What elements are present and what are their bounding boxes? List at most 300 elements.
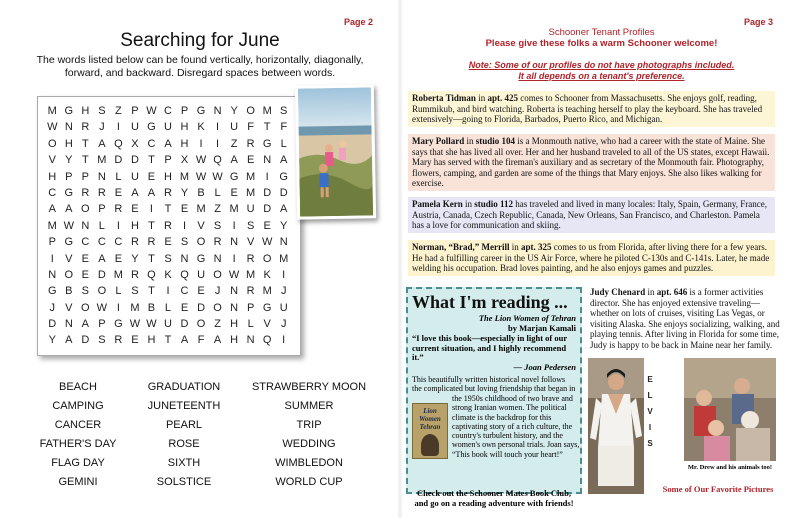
grid-letter: N (180, 252, 189, 265)
grid-letter: G (114, 318, 123, 331)
grid-row (44, 316, 292, 332)
elvis-letter: S (647, 439, 653, 448)
grid-letter: H (147, 334, 156, 347)
grid-letter: D (180, 318, 189, 331)
profile-pamela: Pamela Kern in studio 112 has traveled and lived in many locales: Italy, Spain, Germany, France, Austria, Canada, Czech Republic, Canada, New Orleans, San Francisco, and Charleston. Pamela has a love for communication and skiing. (408, 197, 775, 233)
reading-title: What I'm reading ... (412, 292, 568, 312)
grid-letter: O (213, 268, 222, 281)
grid-letter: L (280, 137, 287, 150)
grid-letter: A (164, 137, 172, 150)
grid-letter: H (64, 137, 73, 150)
grid-letter: D (48, 318, 57, 331)
grid-letter: U (130, 121, 139, 134)
grid-letter: A (131, 186, 139, 199)
grid-letter: M (246, 170, 256, 183)
grid-letter: Z (214, 318, 221, 331)
elvis-letter: E (647, 375, 653, 384)
grid-letter: J (280, 285, 287, 298)
grid-letter: N (230, 285, 239, 298)
grid-letter: E (114, 186, 123, 199)
grid-letter: H (230, 318, 239, 331)
grid-letter: I (182, 219, 187, 232)
word-item: PEARL (165, 419, 203, 431)
word-search-title: Searching for June (120, 30, 280, 51)
grid-letter: R (81, 186, 90, 199)
grid-letter: L (164, 301, 172, 314)
grid-letter: A (280, 154, 288, 167)
grid-letter: W (228, 268, 240, 281)
grid-row (44, 152, 292, 168)
grid-letter: G (229, 170, 239, 183)
grid-letter: A (213, 334, 222, 347)
grid-letter: F (247, 121, 254, 134)
grid-letter: J (49, 301, 56, 314)
grid-letter: I (282, 334, 286, 347)
grid-letter: D (263, 186, 272, 199)
grid-letter: M (113, 268, 123, 281)
grid-letter: L (115, 285, 122, 298)
grid-letter: E (131, 334, 139, 347)
grid-letter: J (99, 121, 105, 134)
grid-letter: B (65, 285, 73, 298)
grid-letter: L (98, 219, 105, 232)
grid-letter: M (47, 105, 57, 117)
grid-letter: M (262, 285, 272, 298)
grid-letter: U (164, 121, 172, 134)
grid-letter: C (97, 236, 106, 249)
grid-letter: R (147, 236, 156, 249)
elvis-impersonator-photo (588, 358, 644, 494)
grid-letter: A (280, 203, 288, 216)
grid-letter: O (81, 203, 90, 216)
profile-roberta: Roberta Tidman in apt. 425 comes to Schooner from Massachusetts. She enjoys golf, reading, Rummikub, and bird watching. Roberta is teaching herself to play the keyboard. She has traveled extensively—going to Florida, Barbados, Puerto Rico, and Michigan. (408, 91, 775, 127)
profile-location: apt. 425 (487, 93, 518, 103)
grid-letter: P (48, 236, 56, 249)
word-column-3 (240, 378, 378, 492)
grid-row (44, 185, 292, 201)
book-club-callout: Check out the Schooner Mates Book Club, and go on a reading adventure with friends! (414, 488, 574, 508)
grid-letter: P (65, 170, 73, 183)
grid-letter: W (212, 170, 223, 183)
grid-letter: E (230, 186, 238, 199)
grid-letter: W (195, 154, 207, 167)
grid-row (44, 136, 292, 152)
grid-letter: O (81, 301, 90, 314)
grid-row (44, 332, 292, 348)
grid-letter: W (129, 318, 141, 331)
grid-letter: R (164, 219, 172, 232)
profiles-note-line1: Note: Some of our profiles do not have photographs included. (468, 60, 735, 70)
grid-letter: C (147, 137, 156, 150)
word-item: SOLSTICE (156, 476, 212, 488)
grid-letter: U (230, 121, 239, 134)
grid-letter: N (213, 105, 222, 117)
grid-row (44, 218, 292, 234)
grid-letter: T (148, 219, 155, 232)
grid-row (44, 300, 292, 316)
profile-text: has traveled and lived in many locales: Italy, Spain, Germany, France, Austria, Canada, Czech Republic, Canada, New Orleans, San Francisco, and Charleston. Pamela has a love for communication and skiing. (412, 199, 768, 231)
elvis-vertical-label (645, 372, 655, 452)
grid-letter: I (282, 268, 286, 281)
word-item: TRIP (296, 419, 322, 431)
reading-book-title: The Lion Women of Tehran (478, 313, 576, 323)
elvis-letter: L (647, 391, 653, 400)
grid-letter: D (279, 186, 288, 199)
word-item: GEMINI (58, 476, 98, 488)
grid-letter: L (115, 170, 122, 183)
grid-letter: M (179, 170, 190, 183)
grid-letter: H (164, 170, 172, 183)
grid-letter: A (81, 318, 89, 331)
grid-letter: G (64, 105, 74, 117)
grid-letter: O (64, 268, 74, 281)
grid-letter: N (213, 252, 222, 265)
grid-letter: S (81, 285, 89, 298)
grid-letter: J (214, 285, 221, 298)
grid-letter: W (146, 105, 157, 117)
grid-letter: O (213, 301, 222, 314)
page-number-left: Page 2 (344, 17, 374, 27)
word-item: WIMBLEDON (275, 457, 343, 469)
grid-letter: F (197, 334, 205, 347)
grid-letter: S (180, 236, 189, 249)
grid-letter: N (230, 236, 239, 249)
elvis-letter: I (648, 423, 652, 432)
grid-letter: Y (280, 219, 288, 232)
word-item: CAMPING (52, 400, 104, 412)
grid-letter: W (47, 121, 58, 134)
grid-letter: S (164, 252, 172, 265)
grid-letter: P (180, 105, 189, 117)
grid-letter: X (180, 154, 189, 167)
grid-letter: Q (114, 137, 123, 150)
word-search-grid (37, 96, 301, 356)
word-list (28, 378, 378, 492)
grid-letter: S (280, 105, 288, 117)
grid-letter: P (131, 105, 139, 117)
grid-letter: N (263, 154, 272, 167)
grid-letter: H (180, 137, 189, 150)
grid-letter: D (263, 203, 272, 216)
grid-letter: A (98, 252, 106, 265)
grid-letter: M (246, 186, 256, 199)
grid-letter: I (149, 203, 153, 216)
grid-letter: Q (147, 268, 156, 281)
grid-letter: E (180, 203, 189, 216)
grid-letter: V (65, 252, 73, 265)
reading-body (412, 375, 580, 487)
drew-photo-caption: Mr. Drew and his animals too! (687, 464, 773, 471)
mr-drew-photo (684, 358, 776, 461)
what-im-reading-box (406, 287, 582, 508)
grid-letter: E (147, 170, 156, 183)
grid-letter: A (65, 334, 73, 347)
beach-photo-illustration (298, 87, 373, 216)
grid-letter: E (180, 301, 189, 314)
grid-letter: H (180, 121, 189, 134)
profiles-subheading: Please give these folks a warm Schooner welcome! (485, 38, 718, 49)
grid-letter: T (263, 121, 271, 134)
grid-letter: Y (131, 252, 139, 265)
grid-letter: G (64, 186, 74, 199)
grid-letter: I (116, 219, 120, 232)
grid-letter: S (98, 105, 106, 117)
grid-letter: M (229, 203, 239, 216)
grid-letter: I (216, 121, 220, 134)
grid-letter: N (279, 236, 288, 249)
grid-letter: I (265, 170, 269, 183)
grid-letter: U (130, 170, 139, 183)
profiles-note-line2: It all depends on a tenant's preference. (518, 71, 685, 81)
word-item: FATHER'S DAY (39, 438, 117, 450)
grid-letter: I (116, 301, 120, 314)
profile-name: Norman, “Brad,” Merrill (412, 242, 510, 252)
grid-letter: G (262, 301, 272, 314)
word-column-1 (28, 378, 128, 492)
word-item: ROSE (168, 438, 200, 450)
profile-text: comes to Schooner from Massachusetts. She enjoys golf, reading, Rummikub, and bird watching. Roberta is teaching herself to play the keyboard. She has traveled extensively—going to Florida, Barbados, Puerto Rico, and Michigan. (412, 93, 763, 125)
grid-letter: A (147, 186, 156, 199)
grid-letter: Y (230, 105, 238, 117)
word-item: JUNETEENTH (147, 400, 221, 412)
grid-letter: P (246, 301, 255, 314)
grid-letter: C (114, 236, 123, 249)
grid-letter: A (230, 154, 238, 167)
grid-letter: U (246, 203, 255, 216)
grid-letter: I (116, 121, 120, 134)
grid-letter: X (131, 137, 139, 150)
grid-letter: S (98, 334, 106, 347)
grid-letter: M (196, 203, 206, 216)
grid-letter: E (131, 203, 139, 216)
grid-letter: V (263, 318, 271, 331)
grid-letter: N (81, 219, 90, 232)
word-item: CANCER (54, 419, 102, 431)
grid-letter: P (98, 318, 106, 331)
grid-letter: D (97, 268, 106, 281)
word-search-instructions: The words listed below can be found vertically, horizontally, diagonally, forward, and backward. Disregard spaces between words. (36, 54, 364, 79)
grid-letter: G (147, 121, 156, 134)
grid-letter: R (246, 285, 255, 298)
grid-letter: S (131, 285, 139, 298)
word-item: FLAG DAY (51, 457, 105, 469)
grid-letter: R (246, 252, 255, 265)
grid-letter: U (164, 318, 172, 331)
grid-letter: W (96, 301, 108, 314)
grid-letter: N (48, 268, 57, 281)
grid-letter: A (65, 203, 73, 216)
grid-letter: H (48, 170, 57, 183)
profile-location: studio 112 (474, 199, 514, 209)
grid-letter: N (246, 334, 255, 347)
grid-letter: O (262, 252, 272, 265)
profile-text: is a former activities director. She has enjoyed extensive traveling—whether on lots of cruises, visiting Las Vegas, or visiting Alaska. She enjoys socializing, walking, and playing tennis. After living in Florida for some time, Judy is happy to be back in Maine near her family. (590, 287, 780, 350)
grid-letter: I (232, 252, 236, 265)
grid-letter: V (246, 236, 255, 249)
profile-mary: Mary Pollard in studio 104 is a Monmouth native, who had a career with the state of Maine. She says that she has lived all over. Her and her husband traveled to all of the US states, except Hawaii. Mary has served with the fireman's auxiliary and as secretary of the Monmouth fair. Photography, flowers, camping, and garden are some of the things that Mary enjoys. She also likes walking for exercise. (408, 134, 775, 191)
elvis-letter: V (647, 407, 653, 416)
grid-letter: C (81, 236, 90, 249)
profile-name: Roberta Tidman (412, 93, 476, 103)
grid-letter: R (246, 137, 255, 150)
reading-attribution: — Joan Pedersen (513, 361, 576, 372)
grid-letter: T (81, 137, 89, 150)
grid-letter: O (47, 137, 57, 150)
word-item: GRADUATION (147, 381, 221, 393)
grid-letter: R (97, 186, 106, 199)
grid-letter: A (48, 203, 56, 216)
profile-name: Mary Pollard (412, 136, 465, 146)
grid-letter: G (47, 285, 57, 298)
grid-letter: M (262, 105, 272, 117)
grid-letter: R (130, 268, 139, 281)
grid-letter: M (279, 252, 289, 265)
beach-children-photo (295, 84, 376, 219)
grid-letter: T (164, 203, 172, 216)
grid-letter: T (148, 154, 155, 167)
grid-letter: S (246, 219, 255, 232)
grid-letter: Q (180, 268, 189, 281)
grid-letter: G (262, 137, 272, 150)
grid-letter: H (81, 105, 90, 117)
page-number-right: Page 3 (744, 17, 774, 27)
profile-norman: Norman, “Brad,” Merrill in apt. 325 comes to us from Florida, after living there for a few years. He had a fulfilling career in the US Air Force, where he piloted C-130s and C-141s. Later, he made welding his occupation. Brad loves painting, and he also enjoys games and puzzles. (408, 240, 775, 276)
grid-letter: G (196, 105, 206, 117)
grid-letter: W (63, 219, 74, 232)
grid-letter: U (279, 301, 288, 314)
grid-letter: E (114, 252, 123, 265)
grid-letter: N (64, 318, 73, 331)
grid-letter: E (246, 154, 255, 167)
grid-letter: B (197, 186, 205, 199)
grid-letter: F (280, 121, 288, 134)
profile-location: apt. 325 (521, 242, 552, 252)
grid-letter: I (50, 252, 54, 265)
grid-letter: E (164, 236, 172, 249)
grid-row (44, 251, 292, 267)
grid-letter: M (47, 219, 57, 232)
grid-row (44, 169, 292, 185)
grid-letter: O (97, 285, 107, 298)
grid-letter: P (98, 203, 106, 216)
grid-letter: Z (115, 105, 122, 117)
grid-letter: T (164, 334, 172, 347)
reading-paragraph-body: the 1950s childhood of two brave and strong Iranian women. The political climate is the backdrop for this captivating story of a rich culture, the country's turbulent history, and the women's own personal trials. Joan says, “This book will touch your heart!” (452, 394, 580, 459)
profile-text: comes to us from Florida, after living there for a few years. He had a fulfilling career in the US Air Force, where he piloted C-130s and C-141s. Later, he made welding his occupation. Brad loves painting, and he also enjoys games and puzzles. (412, 242, 770, 274)
grid-letter: Y (48, 334, 56, 347)
grid-letter: T (81, 154, 89, 167)
grid-letter: N (230, 301, 239, 314)
word-item: STRAWBERRY MOON (251, 381, 367, 393)
grid-letter: G (196, 252, 206, 265)
grid-letter: Z (230, 137, 238, 150)
grid-letter: R (130, 236, 139, 249)
grid-letter: E (263, 219, 271, 232)
grid-letter: Y (65, 154, 73, 167)
grid-letter: V (197, 219, 205, 232)
grid-letter: H (230, 334, 239, 347)
grid-row (44, 201, 292, 217)
grid-letter: D (81, 334, 90, 347)
profile-name: Pamela Kern (412, 199, 463, 209)
grid-letter: Q (213, 154, 222, 167)
grid-letter: O (196, 236, 206, 249)
grid-row (44, 267, 292, 283)
grid-letter: A (98, 137, 106, 150)
book-cover-image (412, 403, 448, 459)
grid-letter: D (197, 301, 206, 314)
grid-letter: T (148, 252, 155, 265)
profile-judy: Judy Chenard in apt. 646 is a former activities director. She has enjoyed extensive traveling—whether on lots of cruises, visiting Las Vegas, or visiting Alaska. She enjoys socializing, walking, and playing tennis. After living in Florida for some time, Judy is happy to be back in Maine near her family. (590, 287, 780, 350)
grid-letter: M (130, 301, 140, 314)
grid-letter: S (213, 219, 222, 232)
grid-letter: E (197, 285, 205, 298)
word-item: WORLD CUP (275, 476, 343, 488)
grid-letter: A (180, 334, 189, 347)
grid-letter: C (164, 105, 172, 117)
grid-letter: T (148, 285, 155, 298)
grid-letter: N (64, 121, 73, 134)
grid-letter: C (180, 285, 189, 298)
grid-letter: B (147, 301, 156, 314)
grid-letter: K (263, 268, 271, 281)
grid-letter: K (197, 121, 205, 134)
profile-text: is a Monmouth native, who had a career with the state of Maine. She says that she has lived all over. Her and her husband traveled to all of the US states, except Hawaii. Mary has served with the fireman's auxiliary and as secretary of the Monmouth fair. Photography, flowers, camping, and garden are some of the things that Mary enjoys. She also likes walking for exercise. (412, 136, 770, 189)
grid-letter: M (97, 154, 107, 167)
grid-letter: U (197, 268, 206, 281)
grid-letter: L (247, 318, 254, 331)
grid-letter: M (246, 268, 256, 281)
grid-letter: C (48, 186, 57, 199)
grid-letter: E (81, 268, 89, 281)
drew-photo-illustration (684, 358, 776, 461)
grid-letter: E (81, 252, 89, 265)
grid-row (44, 283, 292, 299)
profiles-heading: Schooner Tenant Profiles (548, 27, 655, 38)
word-column-2 (128, 378, 240, 492)
grid-letter: Z (214, 203, 221, 216)
book-cover-figure (421, 434, 439, 456)
word-item: SUMMER (284, 400, 334, 412)
favorite-pictures-caption: Some of Our Favorite Pictures (662, 484, 774, 494)
grid-letter: R (213, 236, 222, 249)
grid-letter: D (130, 154, 139, 167)
grid-letter: G (279, 170, 288, 183)
grid-letter: K (164, 268, 172, 281)
grid-letter: R (81, 121, 90, 134)
grid-letter: I (166, 285, 170, 298)
grid-letter: D (114, 154, 123, 167)
grid-letter: I (199, 137, 203, 150)
word-item: WEDDING (282, 438, 336, 450)
book-cover-text: Lion Women Tehran (419, 407, 441, 431)
profile-name: Judy Chenard (590, 287, 646, 297)
word-item: BEACH (59, 381, 97, 393)
reading-paragraph-intro: This beautifully written historical novel follows the complicated but loving friendship that began in (412, 375, 576, 394)
grid-letter: V (65, 301, 73, 314)
grid-letter: L (214, 186, 221, 199)
elvis-photo-illustration (588, 358, 644, 494)
grid-letter: R (114, 334, 123, 347)
grid-letter: R (164, 186, 172, 199)
profile-location: studio 104 (475, 136, 516, 146)
grid-letter: W (261, 236, 273, 249)
grid-letter: O (196, 318, 206, 331)
grid-letter: I (232, 219, 236, 232)
grid-letter: J (280, 318, 287, 331)
grid-letter: P (164, 154, 172, 167)
grid-letter: N (97, 170, 106, 183)
